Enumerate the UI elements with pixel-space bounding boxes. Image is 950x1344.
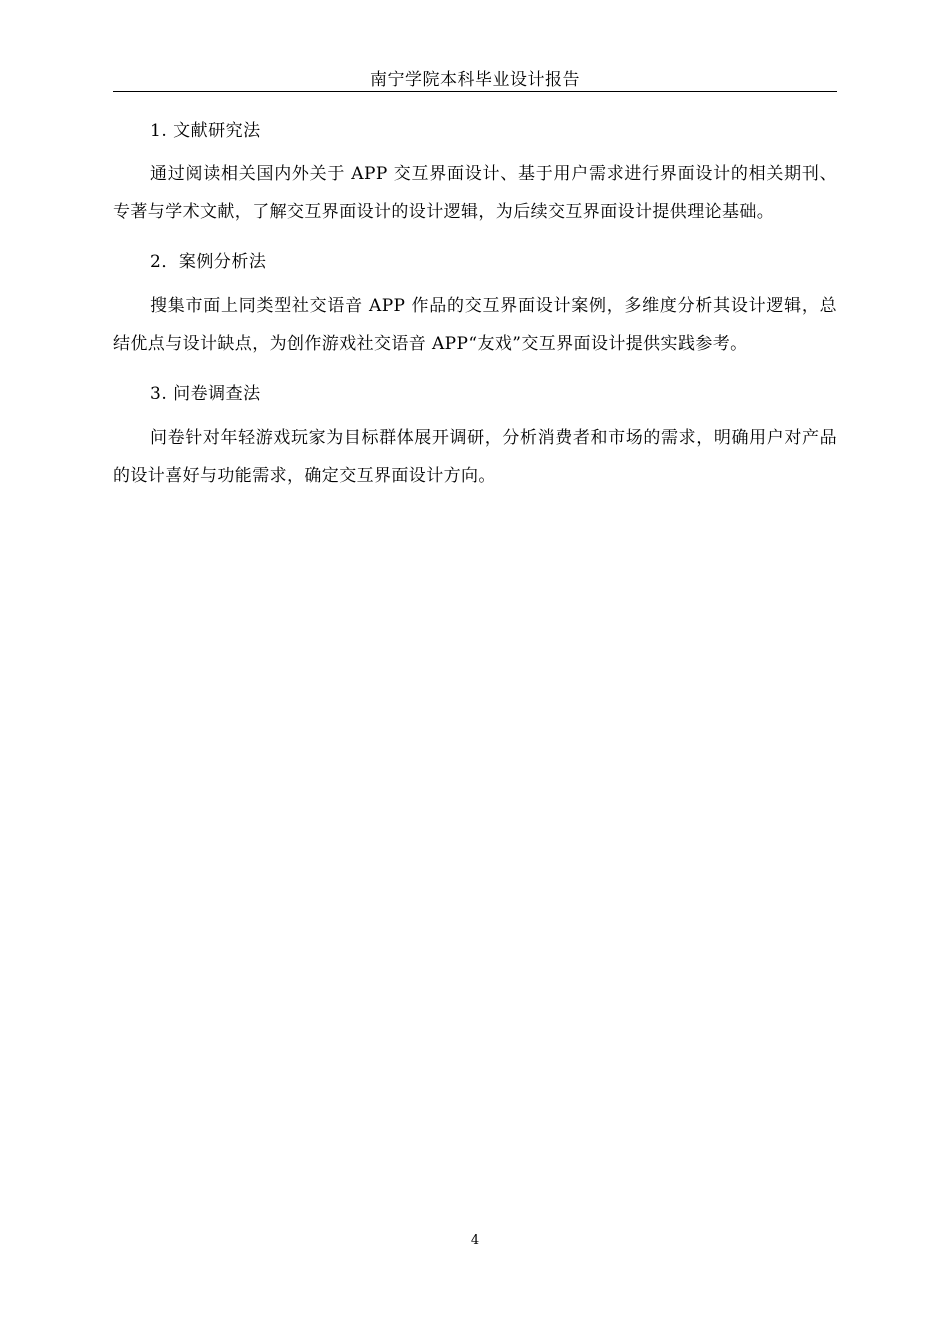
section-heading-questionnaire: 3. 问卷调查法 <box>150 384 261 404</box>
paragraph-literature-research: 通过阅读相关国内外关于 APP 交互界面设计、基于用户需求进行界面设计的相关期刊、专著与学术文献，了解交互界面设计的设计逻辑，为后续交互界面设计提供理论基础。 <box>113 164 837 222</box>
header-rule <box>113 91 837 92</box>
body-content <box>113 118 837 495</box>
section-heading-literature-research: 1. 文献研究法 <box>150 121 261 141</box>
section-heading-case-analysis: 2．案例分析法 <box>150 252 267 272</box>
paragraph-case-analysis: 搜集市面上同类型社交语音 APP 作品的交互界面设计案例，多维度分析其设计逻辑，总结优点与设计缺点，为创作游戏社交语音 APP“友戏”交互界面设计提供实践参考。 <box>113 296 837 354</box>
running-header: 南宁学院本科毕业设计报告 <box>370 70 580 90</box>
paragraph-questionnaire: 问卷针对年轻游戏玩家为目标群体展开调研，分析消费者和市场的需求，明确用户对产品的设计喜好与功能需求，确定交互界面设计方向。 <box>113 428 837 486</box>
page-number: 4 <box>470 1233 480 1248</box>
